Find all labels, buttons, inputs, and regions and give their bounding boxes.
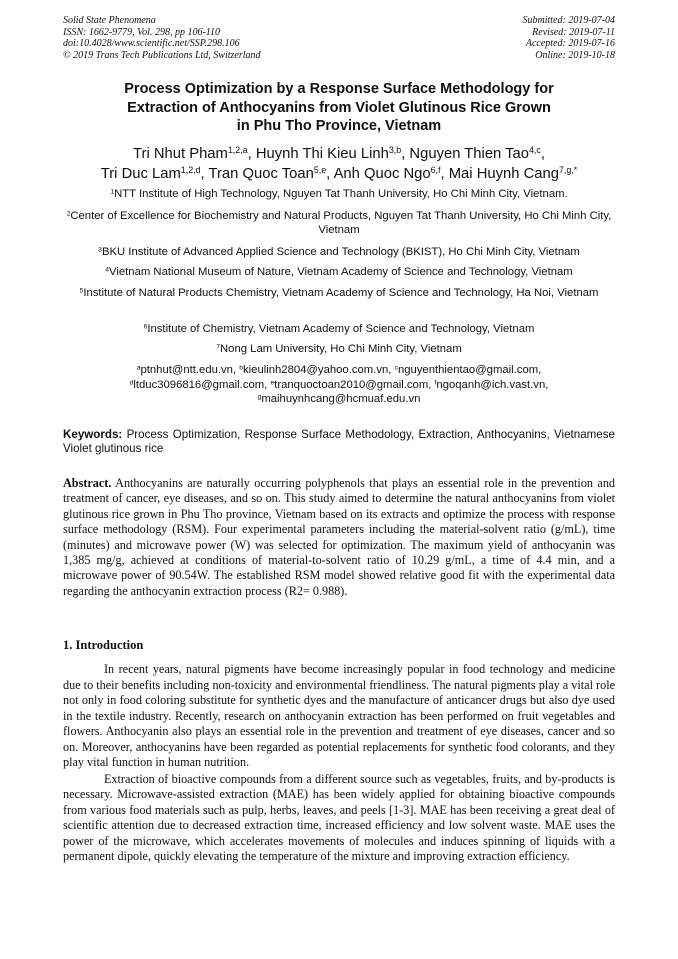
paper-title <box>63 80 615 136</box>
author-affiliation-marker: 1,2,a <box>227 145 248 156</box>
author-name: Huynh Thi Kieu Linh <box>255 146 389 162</box>
issn-line: ISSN: 1662-9779, Vol. 298, pp 106-110 <box>63 26 221 38</box>
author-name: Anh Quoc Ngo <box>333 166 431 182</box>
email-line-1: $^a$ptnhut@ntt.edu.vn, $^b$kieulinh2804@yahoo.com.vn, $^c$nguyenthientao@gmail.com, <box>136 364 542 376</box>
affiliation-number: 3 <box>98 246 102 254</box>
introduction-paragraph-1: In recent years, natural pigments have become increasingly popular in food technology and medicine due to their benefits including non-toxicity and environmental friendliness. The natural pigments play a vital role not only in food coloring substitute for synthetic dyes and the manufacture of anticancer drugs but also dye used in the textile industry. Recently, research on anthocyanin extraction has been performed on fruit vegetables and flowers. Anthocyanin also plays an essential role in the prevention and treatment of eye diseases, cancer and so on. Moreover, anthocyanins have been regarded as potential replacements for synthetic food colorants, and they play vital function in human nutrition. <box>63 662 615 769</box>
affiliation-number: 1 <box>110 188 115 196</box>
keywords-section <box>63 428 615 456</box>
affiliation-text: Institute of Natural Products Chemistry, Vietnam Academy of Science and Technology, Ha Noi, Vietnam <box>83 287 599 299</box>
journal-name: Solid State Phenomena <box>63 15 156 26</box>
affiliation-6 <box>63 322 615 336</box>
affiliation-2 <box>63 209 615 237</box>
author-affiliation-marker: 3,b <box>388 145 402 156</box>
email-marker: a <box>136 364 141 372</box>
email-line-2: $^d$ltduc3096816@gmail.com, $^e$tranquoctoan2010@gmail.com, $^f$ngoqanh@ich.vast.vn, <box>129 378 549 391</box>
email-link[interactable]: nguyenthientao@gmail.com <box>397 364 539 376</box>
author-list <box>63 144 615 184</box>
affiliation-text: Vietnam National Museum of Nature, Vietnam Academy of Science and Technology, Vietnam <box>109 266 573 278</box>
author-line-1: Tri Nhut Pham$^{1,2,a}$, Huynh Thi Kieu Linh$^{3,b}$, Nguyen Thien Tao$^{4,c}$, <box>133 145 545 162</box>
email-list <box>63 363 615 407</box>
submitted-date: Submitted: 2019-07-04 <box>522 15 615 26</box>
affiliation-number: 4 <box>105 266 110 274</box>
affiliation-number: 6 <box>143 323 148 331</box>
email-link[interactable]: ltduc3096816@gmail.com <box>133 378 265 391</box>
author-name: Nguyen Thien Tao <box>409 146 529 162</box>
email-marker: g <box>257 393 262 401</box>
author-affiliation-marker: 5,e <box>313 165 327 176</box>
author-line-2: Tri Duc Lam$^{1,2,d}$, Tran Quoc Toan$^{5,e}$, Anh Quoc Ngo$^{6,f}$, Mai Huynh Cang$^{7,g,*}$ <box>100 165 578 182</box>
email-marker: c <box>394 364 398 372</box>
online-date: Online: 2019-10-18 <box>535 49 615 61</box>
email-link[interactable]: ngoqanh@ich.vast.vn <box>436 378 546 391</box>
abstract-text: Anthocyanins are naturally occurring polyphenols that plays an essential role in the prevention and treatment of cancer, eye diseases, and so on. This study aimed to determine the natural anthocyanins from violet glutinous rice grown in Phu Tho province, Vietnam based on its extracts and optimize the process with response surface methodology (RSM). Four experimental parameters including the material-solvent ratio (g/mL), time (minutes) and microwave power (W) was selected for optimization. The maximum yield of anthocyanin was 1,385 mg/g, achieved at conditions of material-to-solvent ratio of 10.29 g/mL, a time of 4.4 min, and a microwave power of 90.54W. The established RSM model showed relative good fit with the experimental data regarding the anthocyanin extraction process (R2= 0.988). <box>63 476 616 598</box>
title-line-1: Process Optimization by a Response Surface Methodology for <box>124 81 554 97</box>
keywords-label: Keywords: <box>63 428 123 441</box>
affiliation-number: 2 <box>66 210 71 218</box>
email-marker: e <box>270 378 275 386</box>
affiliation-number: 7 <box>216 343 221 351</box>
affiliation-5 <box>63 286 615 300</box>
title-line-3: in Phu Tho Province, Vietnam <box>236 118 442 134</box>
keywords-text: Process Optimization, Response Surface Methodology, Extraction, Anthocyanins, Vietnamese Violet glutinous rice <box>63 428 615 455</box>
affiliation-text: BKU Institute of Advanced Applied Science and Technology (BKIST), Ho Chi Minh City, Vietnam <box>101 246 580 258</box>
email-marker: d <box>129 378 134 386</box>
copyright-line: © 2019 Trans Tech Publications Ltd, Switzerland <box>63 49 261 61</box>
email-marker: f <box>434 378 437 386</box>
author-affiliation-marker: 4,c <box>528 145 541 156</box>
email-link[interactable]: maihuynhcang@hcmuaf.edu.vn <box>261 393 421 406</box>
affiliation-7 <box>63 342 615 356</box>
author-affiliation-marker: 6,f <box>430 165 441 176</box>
affiliation-1 <box>63 187 615 201</box>
doi-line: doi:10.4028/www.scientific.net/SSP.298.106 <box>63 38 240 50</box>
title-line-2: Extraction of Anthocyanins from Violet Glutinous Rice Grown <box>127 99 551 116</box>
publication-info <box>63 15 261 61</box>
email-link[interactable]: tranquoctoan2010@gmail.com <box>274 378 429 391</box>
author-affiliation-marker: 7,g,* <box>558 165 578 176</box>
affiliation-4 <box>63 265 615 279</box>
affiliation-3 <box>63 245 615 259</box>
accepted-date: Accepted: 2019-07-16 <box>525 38 615 50</box>
author-name: Tri Nhut Pham <box>133 146 228 162</box>
author-name: Tri Duc Lam <box>100 166 181 182</box>
publication-dates <box>523 15 616 61</box>
email-link[interactable]: ptnhut@ntt.edu.vn <box>140 364 233 376</box>
author-name: Tran Quoc Toan <box>208 166 314 182</box>
abstract-label: Abstract. <box>63 476 112 490</box>
introduction-paragraph-2: Extraction of bioactive compounds from a different source such as vegetables, fruits, and by-products is necessary. Microwave-assisted extraction (MAE) has been widely applied for obtaining bioactive compounds from various food materials such as pulp, herbs, leaves, and peels [1-3]. MAE has been receiving a great deal of scientific attention due to decreased extraction time, increased efficiency and low solvent waste. MAE uses the power of the microwave, which accelerates movements of molecules and induces spinning of liquids with a permanent dipole, quickly elevating the temperature of the mixture and improving extraction efficiency. <box>63 771 615 863</box>
revised-date: Revised: 2019-07-11 <box>532 26 615 38</box>
affiliation-text: Institute of Chemistry, Vietnam Academy of Science and Technology, Vietnam <box>147 323 535 335</box>
affiliation-text: Nong Lam University, Ho Chi Minh City, Vietnam <box>220 343 462 355</box>
affiliation-text: NTT Institute of High Technology, Nguyen Tat Thanh University, Ho Chi Minh City, Vietnam. <box>114 188 568 200</box>
section-heading-introduction: 1. Introduction <box>63 638 144 652</box>
email-link[interactable]: kieulinh2804@yahoo.com.vn <box>243 364 389 376</box>
affiliation-number: 5 <box>79 287 84 295</box>
abstract-section <box>63 476 615 599</box>
author-affiliation-marker: 1,2,d <box>180 165 201 176</box>
email-marker: b <box>239 364 244 372</box>
introduction-body <box>63 662 615 866</box>
email-line-3 <box>63 392 615 407</box>
affiliation-text: Center of Excellence for Biochemistry and Natural Products, Nguyen Tat Thanh University, Ho Chi Minh City, Vietnam <box>70 210 612 236</box>
author-name: Mai Huynh Cang <box>448 166 559 182</box>
